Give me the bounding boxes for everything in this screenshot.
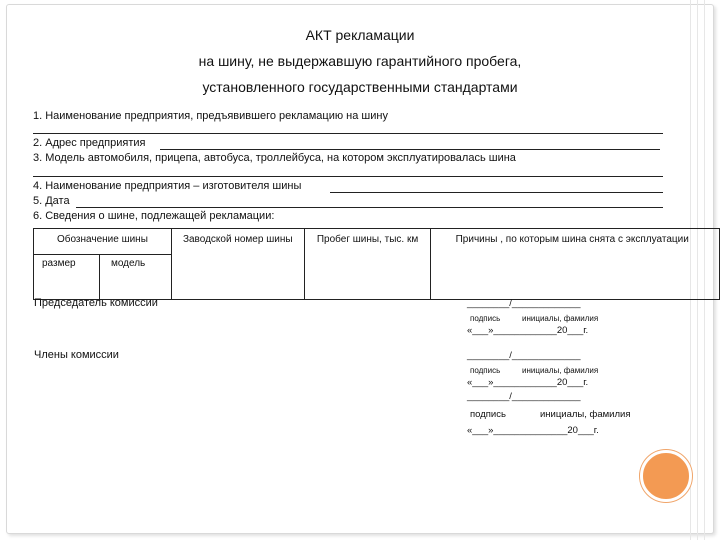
item-3-label: 3. Модель автомобиля, прицепа, автобуса, троллейбуса, на котором эксплуатировалась шина [33,152,516,164]
member1-sign-line: ________/_____________ [467,350,581,361]
col-serial-number: Заводской номер шины [171,229,304,300]
fill-line [76,207,663,208]
tire-info-table [33,228,720,300]
fill-line [33,133,663,134]
item-2-label: 2. Адрес предприятия [33,137,146,149]
chairman-sign-line: ________/_____________ [467,298,581,309]
doc-subtitle-1: на шину, не выдержавшую гарантийного пробега, [198,53,522,69]
fill-line [160,149,660,150]
initials-caption: инициалы, фамилия [522,314,599,323]
initials-caption: инициалы, фамилия [522,366,599,375]
podpis-caption: подпись [470,366,501,375]
fill-line [330,192,663,193]
member1-date-line: «___»____________20___г. [467,377,589,388]
item-4-label: 4. Наименование предприятия – изготовителя шины [33,180,302,192]
col-mileage: Пробег шины, тыс. км [304,229,431,300]
podpis-caption: подпись [470,409,506,420]
initials-caption: инициалы, фамилия [540,409,631,420]
item-1-label: 1. Наименование предприятия, предъявившего рекламацию на шину [33,110,388,122]
chairman-label: Председатель комиссии [34,297,158,309]
doc-subtitle-2: установленного государственными стандартами [202,79,518,95]
col-removal-reason: Причины , по которым шина снята с эксплуатации [431,229,720,300]
item-6-label: 6. Сведения о шине, подлежащей рекламации: [33,210,275,222]
member2-sign-line: ________/_____________ [467,391,581,402]
col-size: размер [34,255,100,300]
fill-line [33,176,663,177]
item-5-label: 5. Дата [33,195,70,207]
podpis-caption: подпись [470,314,501,323]
orange-circle-decoration [640,450,692,502]
chairman-date-line: «___»____________20___г. [467,325,589,336]
col-tire-designation: Обозначение шины [34,229,172,255]
doc-title: АКТ рекламации [305,27,415,43]
members-label: Члены комиссии [34,349,119,361]
member2-date-line: «___»______________20___г. [467,425,599,436]
col-model: модель [99,255,171,300]
